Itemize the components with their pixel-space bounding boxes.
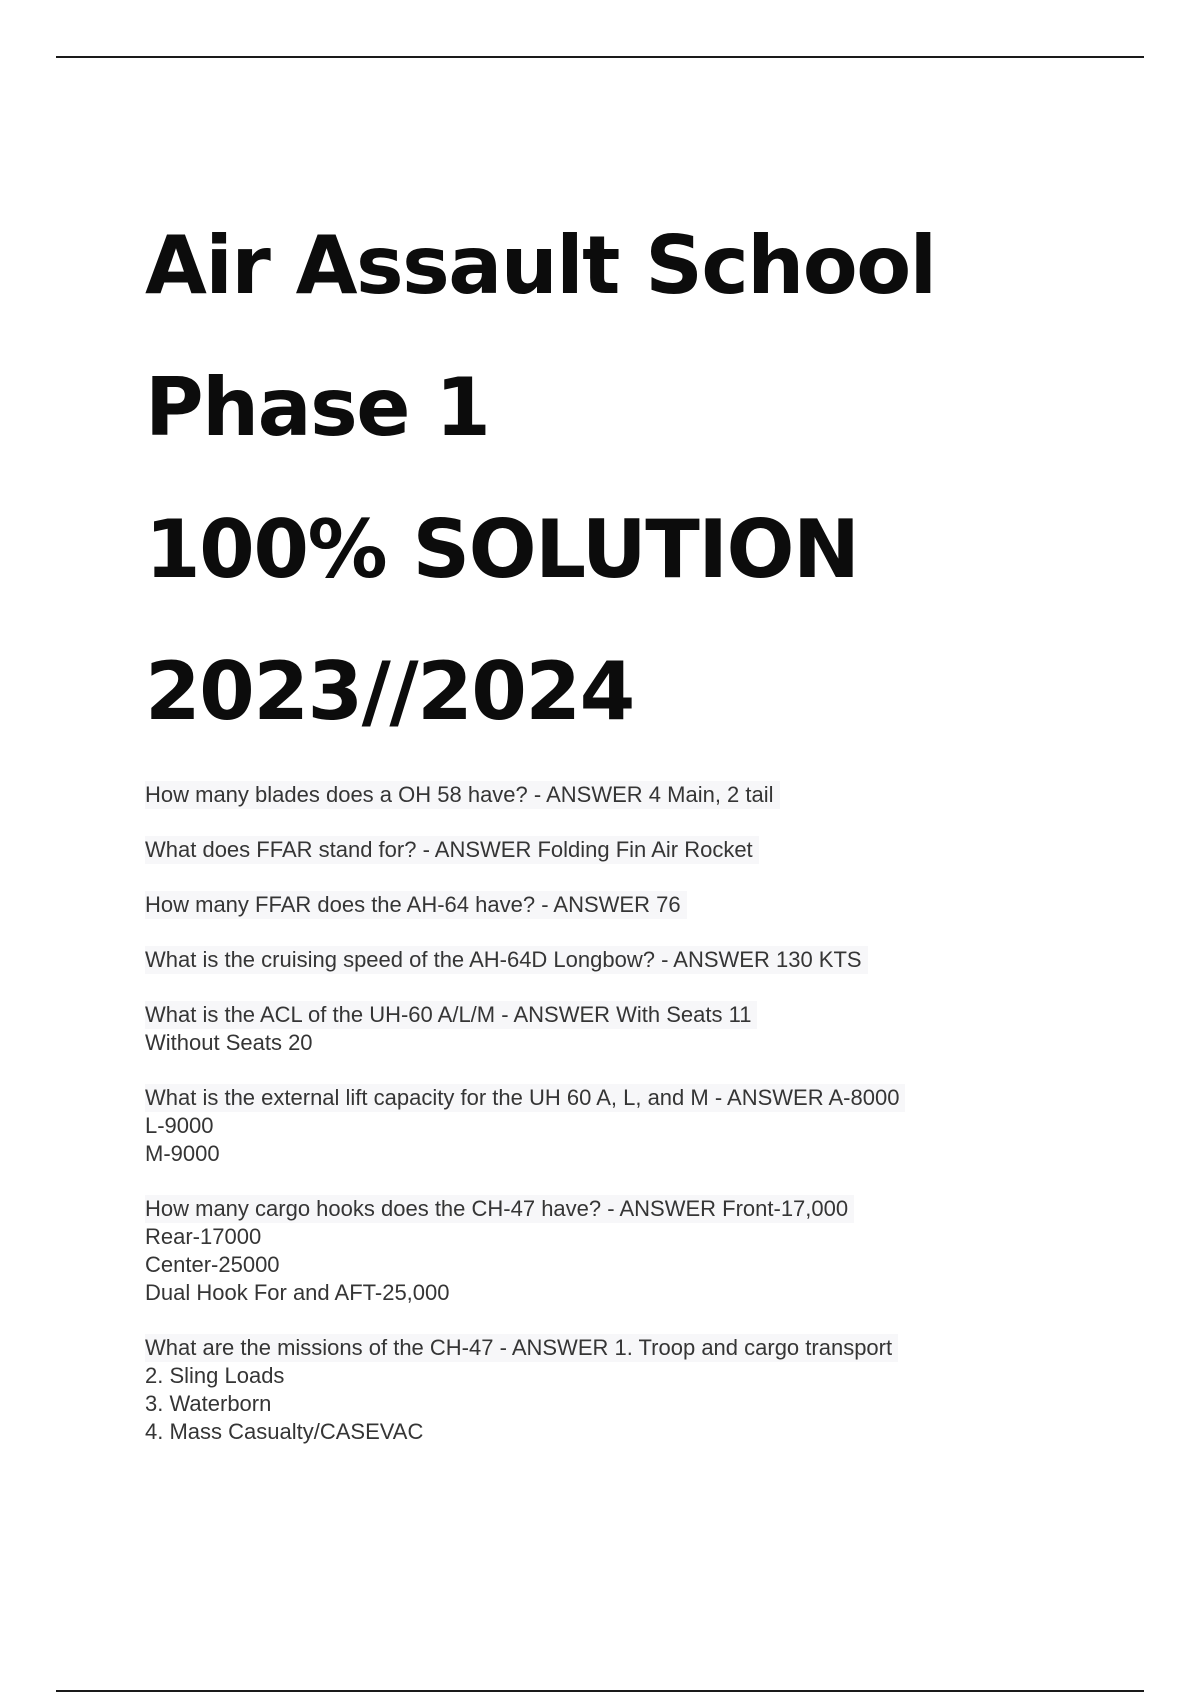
- bottom-divider: [56, 1690, 1144, 1692]
- qa-answer-continuation: L-9000: [145, 1113, 214, 1138]
- qa-answer-continuation: Without Seats 20: [145, 1030, 313, 1055]
- qa-question-answer: What are the missions of the CH-47 - ANSWER 1. Troop and cargo transport: [145, 1334, 898, 1362]
- qa-item: [145, 1084, 1045, 1168]
- qa-item: [145, 1001, 1045, 1057]
- qa-item: [145, 836, 1045, 864]
- qa-question-answer: What does FFAR stand for? - ANSWER Folding Fin Air Rocket: [145, 836, 759, 864]
- qa-answer-continuation: Center-25000: [145, 1252, 280, 1277]
- qa-answer-continuation: 4. Mass Casualty/CASEVAC: [145, 1419, 424, 1444]
- qa-answer-continuation: Dual Hook For and AFT-25,000: [145, 1280, 450, 1305]
- qa-question-answer: What is the cruising speed of the AH-64D Longbow? - ANSWER 130 KTS: [145, 946, 868, 974]
- title-line-solution: 100% SOLUTION: [145, 503, 859, 596]
- qa-list: [145, 781, 1045, 1473]
- qa-question-answer: What is the ACL of the UH-60 A/L/M - ANSWER With Seats 11: [145, 1001, 757, 1029]
- qa-question-answer: How many cargo hooks does the CH-47 have? - ANSWER Front-17,000: [145, 1195, 854, 1223]
- qa-answer-continuation: M-9000: [145, 1141, 220, 1166]
- title-line-course: Air Assault School: [145, 219, 936, 312]
- qa-item: [145, 946, 1045, 974]
- qa-question-answer: What is the external lift capacity for the UH 60 A, L, and M - ANSWER A-8000: [145, 1084, 905, 1112]
- qa-answer-continuation: Rear-17000: [145, 1224, 262, 1249]
- qa-item: [145, 1334, 1045, 1446]
- qa-item: [145, 781, 1045, 809]
- title-line-year: 2023//2024: [145, 645, 634, 738]
- document-title: [145, 195, 1105, 763]
- qa-question-answer: How many blades does a OH 58 have? - ANSWER 4 Main, 2 tail: [145, 781, 780, 809]
- qa-answer-continuation: 2. Sling Loads: [145, 1363, 285, 1388]
- qa-item: [145, 891, 1045, 919]
- qa-answer-continuation: 3. Waterborn: [145, 1391, 272, 1416]
- title-line-phase: Phase 1: [145, 361, 490, 454]
- top-divider: [56, 56, 1144, 58]
- qa-item: [145, 1195, 1045, 1307]
- qa-question-answer: How many FFAR does the AH-64 have? - ANSWER 76: [145, 891, 687, 919]
